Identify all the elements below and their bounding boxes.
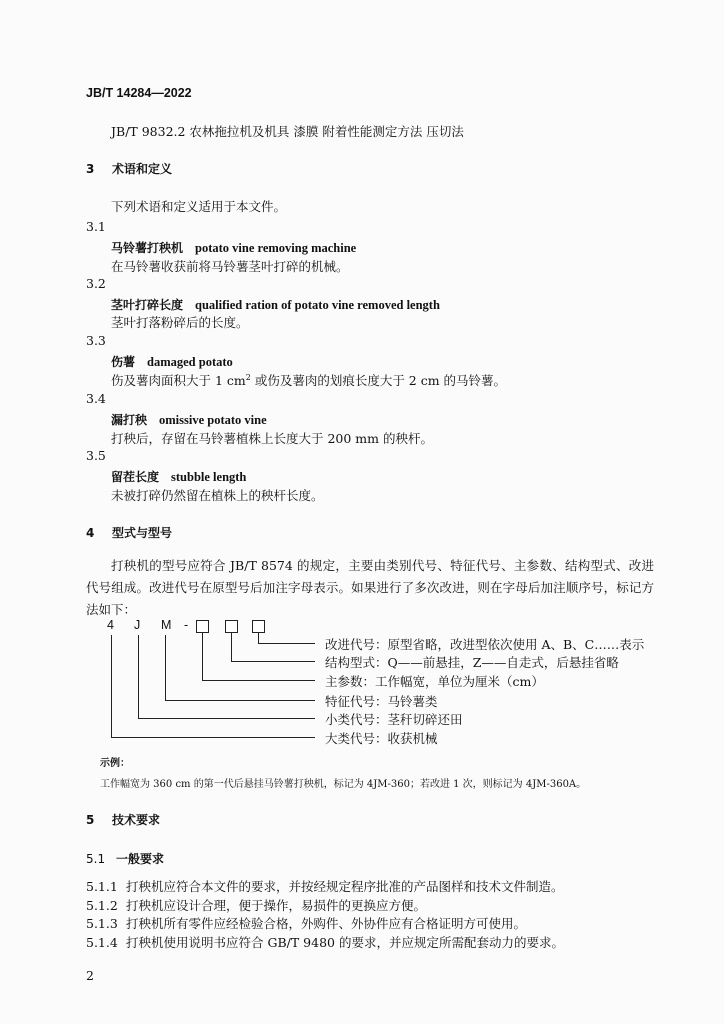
section-title: 术语和定义 xyxy=(112,162,173,176)
normative-reference: JB/T 9832.2 农林拖拉机及机具 漆膜 附着性能测定方法 压切法 xyxy=(111,124,464,139)
leader-line xyxy=(258,643,315,644)
label-subclass-code: 小类代号：茎秆切碎还田 xyxy=(325,712,463,727)
section-number: 5 xyxy=(86,813,95,827)
leader-line xyxy=(111,635,112,737)
section-3-intro: 下列术语和定义适用于本文件。 xyxy=(111,199,287,214)
superscript: 2 xyxy=(245,372,251,382)
term-heading xyxy=(111,294,440,313)
placeholder-box-main-param xyxy=(196,620,209,633)
term-chinese: 留茬长度 xyxy=(111,470,160,484)
section-title: 型式与型号 xyxy=(112,526,173,540)
term-english: potato vine removing machine xyxy=(195,241,357,255)
item-number: 5.1.4 xyxy=(86,935,118,950)
term-english: omissive potato vine xyxy=(159,413,267,427)
term-definition: 在马铃薯收获前将马铃薯茎叶打碎的机械。 xyxy=(111,259,349,274)
item-text: 打秧机应符合本文件的要求，并按经规定程序批准的产品图样和技术文件制造。 xyxy=(126,879,564,894)
term-english: damaged potato xyxy=(147,355,233,369)
definition-part: 或伤及薯肉的划痕长度大于 2 cm 的马铃薯。 xyxy=(250,373,507,388)
section-3-heading xyxy=(86,160,172,177)
label-feature-code: 特征代号：马铃薯类 xyxy=(325,694,438,709)
leader-line xyxy=(231,661,315,662)
subsection-number: 5.1 xyxy=(86,852,106,866)
term-chinese: 茎叶打碎长度 xyxy=(111,298,184,312)
requirement-item xyxy=(86,877,564,895)
term-definition xyxy=(111,371,506,389)
code-digit-category: 4 xyxy=(107,618,114,632)
label-category-code: 大类代号：收获机械 xyxy=(325,731,438,746)
term-number: 3.4 xyxy=(86,391,106,406)
item-text: 打秧机所有零件应经检验合格，外购件、外协件应有合格证明方可使用。 xyxy=(126,916,527,931)
term-number: 3.1 xyxy=(86,219,106,234)
item-number: 5.1.1 xyxy=(86,879,118,894)
label-improvement-code: 改进代号：原型省略，改进型依次使用 A、B、C……表示 xyxy=(325,637,645,652)
requirement-item xyxy=(86,896,426,914)
example-label: 示例： xyxy=(100,758,130,769)
term-heading xyxy=(111,351,233,370)
term-english: stubble length xyxy=(171,470,247,484)
placeholder-box-improvement xyxy=(252,620,265,633)
term-heading xyxy=(111,466,246,485)
term-definition: 茎叶打落粉碎后的长度。 xyxy=(111,315,249,330)
section-number: 4 xyxy=(86,526,95,540)
term-heading xyxy=(111,409,267,428)
term-number: 3.5 xyxy=(86,448,106,463)
item-text: 打秧机应设计合理，便于操作，易损件的更换应方便。 xyxy=(126,898,427,913)
leader-line xyxy=(138,635,139,718)
term-heading xyxy=(111,237,356,256)
item-number: 5.1.3 xyxy=(86,916,118,931)
label-main-parameter: 主参数：工作幅宽，单位为厘米（cm） xyxy=(325,674,544,689)
item-text: 打秧机使用说明书应符合 GB/T 9480 的要求，并应规定所需配套动力的要求。 xyxy=(126,935,564,950)
subsection-title: 一般要求 xyxy=(116,852,165,866)
term-chinese: 马铃薯打秧机 xyxy=(111,241,184,255)
example-text: 工作幅宽为 360 cm 的第一代后悬挂马铃薯打秧机，标记为 4JM-360；若改进 1 次，则标记为 4JM-360A。 xyxy=(100,779,587,790)
requirement-item xyxy=(86,933,564,951)
definition-part: 伤及薯肉面积大于 1 cm xyxy=(111,373,246,388)
leader-line xyxy=(202,680,315,681)
leader-line xyxy=(165,635,166,700)
item-number: 5.1.2 xyxy=(86,898,118,913)
term-definition: 未被打碎仍然留在植株上的秧杆长度。 xyxy=(111,488,324,503)
requirement-item xyxy=(86,914,526,932)
term-chinese: 伤薯 xyxy=(111,355,136,369)
leader-line xyxy=(165,700,315,701)
placeholder-box-structure xyxy=(225,620,238,633)
section-number: 3 xyxy=(86,162,95,176)
leader-line xyxy=(231,633,232,661)
standard-header: JB/T 14284—2022 xyxy=(86,86,192,100)
term-number: 3.3 xyxy=(86,333,106,348)
code-dash: - xyxy=(184,618,189,632)
section-4-body: 打秧机的型号应符合 JB/T 8574 的规定，主要由类别代号、特征代号、主参数、结构型式、改进代号组成。改进代号在原型号后加注字母表示。如果进行了多次改进，则在字母后加注顺序号，标记方法如下： xyxy=(86,558,654,617)
section-5-heading xyxy=(86,811,160,828)
section-4-heading xyxy=(86,524,172,541)
model-code-diagram xyxy=(100,618,700,753)
leader-line xyxy=(138,718,315,719)
page-number: 2 xyxy=(86,968,94,983)
subsection-5-1-heading xyxy=(86,850,164,867)
term-english: qualified ration of potato vine removed length xyxy=(195,298,440,312)
code-letter-feature: M xyxy=(161,618,172,632)
term-chinese: 漏打秧 xyxy=(111,413,148,427)
leader-line xyxy=(202,633,203,680)
term-definition: 打秧后，存留在马铃薯植株上长度大于 200 mm 的秧杆。 xyxy=(111,431,433,446)
term-number: 3.2 xyxy=(86,276,106,291)
label-structure-type: 结构型式：Q——前悬挂，Z——自走式，后悬挂省略 xyxy=(325,655,619,670)
leader-line xyxy=(111,737,315,738)
leader-line xyxy=(258,633,259,643)
code-letter-subclass: J xyxy=(134,618,141,632)
section-title: 技术要求 xyxy=(112,813,161,827)
